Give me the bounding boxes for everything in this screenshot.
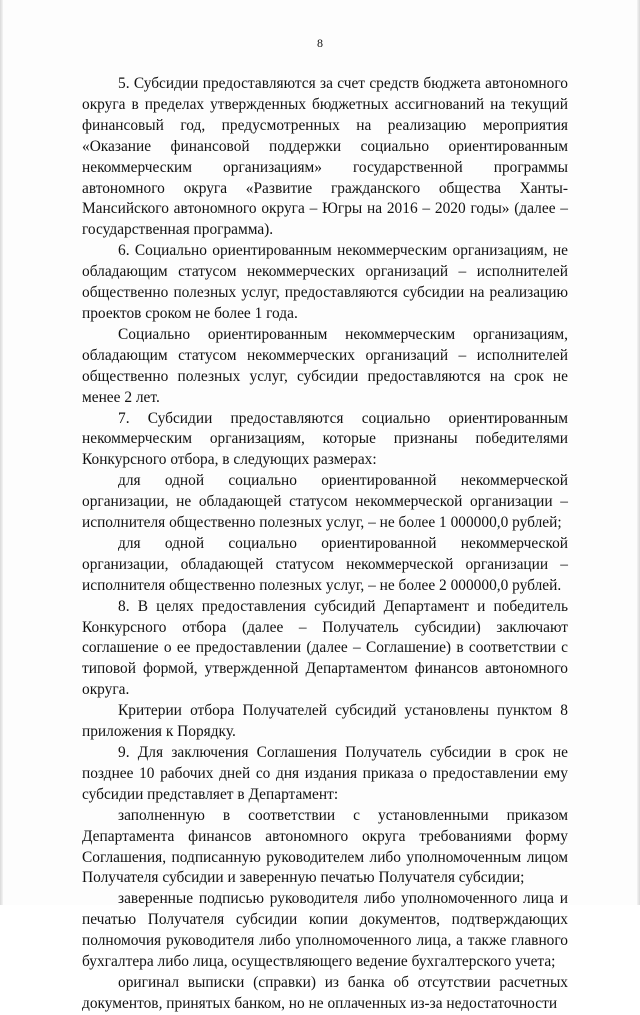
- paragraph-9-item-1: заполненную в соответствии с установленными приказом Департамента финансов автономного округа требованиями форму Соглашения, подписанную руководителем либо уполномоченным лицом Получателя субсидии и заверенную печатью Получателя субсидии;: [82, 806, 568, 887]
- page-number: 8: [317, 36, 323, 50]
- paragraph-7-item-2: для одной социально ориентированной некоммерческой организации, обладающей статусом некоммерческой организации – исполнителя общественно полезных услуг, – не более 2 000000,0 рублей.: [82, 534, 568, 594]
- scan-edge-left: [0, 0, 3, 905]
- paragraph-9-item-2: заверенные подписью руководителя либо уполномоченного лица и печатью Получателя субсидии копии документов, подтверждающих полномочия руководителя либо уполномоченного лица, а также главного бухгалтера либо лица, осуществляющего ведение бухгалтерского учета;: [82, 890, 568, 971]
- paragraph-8-cont: Критерии отбора Получателей субсидий установлены пунктом 8 приложения к Порядку.: [82, 702, 568, 741]
- paragraph-5: 5. Субсидии предоставляются за счет средств бюджета автономного округа в пределах утвержденных бюджетных ассигнований на текущий финансовый год, предусмотренных на реализацию мероприятия «Оказание финансовой поддержки социально ориентированным некоммерческим организациям» государственной программы автономного округа «Развитие гражданского общества Ханты-Мансийского автономного округа – Югры на 2016 – 2020 годы» (далее – государственная программа).: [82, 75, 568, 239]
- document-body: [82, 74, 568, 1015]
- paragraph-8: 8. В целях предоставления субсидий Департамент и победитель Конкурсного отбора (далее – Получатель субсидии) заключают соглашение о ее предоставлении (далее – Соглашение) в соответствии с типовой формой, утвержденной Департаментом финансов автономного округа.: [82, 597, 568, 699]
- paragraph-6: 6. Социально ориентированным некоммерческим организациям, не обладающим статусом некоммерческих организаций – исполнителей общественно полезных услуг, предоставляются субсидии на реализацию проектов сроком не более 1 года.: [82, 242, 568, 322]
- paragraph-7: 7. Субсидии предоставляются социально ориентированным некоммерческим организациям, которые признаны победителями Конкурсного отбора, в следующих размерах:: [82, 409, 568, 469]
- paragraph-9-item-3: оригинал выписки (справки) из банка об отсутствии расчетных документов, принятых банком, но не оплаченных из-за недостаточности: [82, 973, 568, 1012]
- paragraph-7-item-1: для одной социально ориентированной некоммерческой организации, не обладающей статусом некоммерческой организации – исполнителя общественно полезных услуг, – не более 1 000000,0 рублей;: [82, 472, 568, 532]
- paragraph-6-cont: Социально ориентированным некоммерческим организациям, обладающим статусом некоммерческих организаций – исполнителей общественно полезных услуг, субсидии предоставляются на срок не менее 2 лет.: [82, 325, 568, 406]
- paragraph-9: 9. Для заключения Соглашения Получатель субсидии в срок не позднее 10 рабочих дней со дня издания приказа о предоставлении ему субсидии представляет в Департамент:: [82, 744, 568, 803]
